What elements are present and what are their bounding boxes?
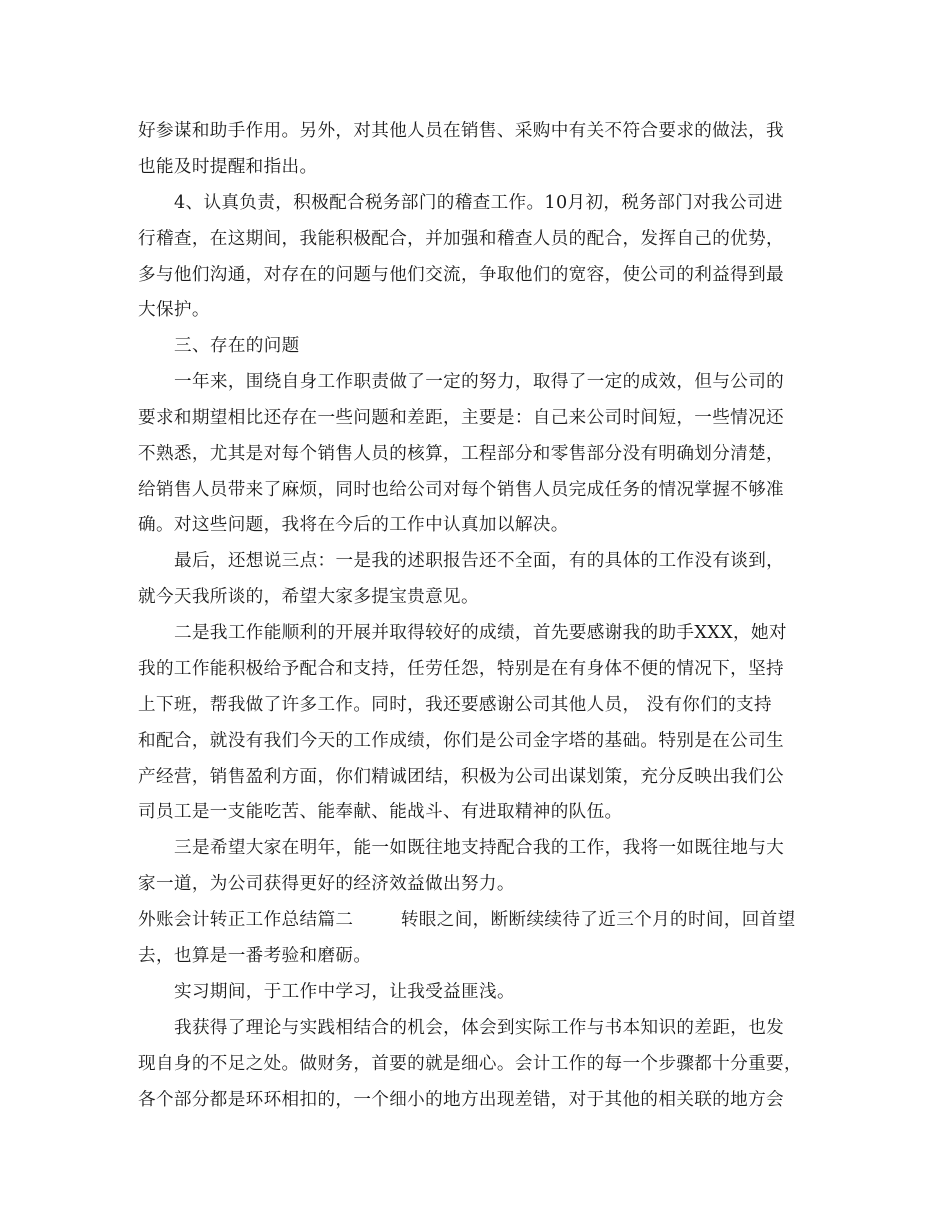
text-line: 也能及时提醒和指出。 (138, 157, 318, 177)
text-line: 好参谋和助手作用。另外，对其他人员在销售、采购中有关不符合要求的做法，我 (138, 121, 784, 141)
text-line: 要求和期望相比还存在一些问题和差距，主要是：自己来公司时间短，一些情况还 (138, 408, 784, 428)
text-line: 就今天我所谈的，希望大家多提宝贵意见。 (138, 587, 479, 607)
text-line: 现自身的不足之处。做财务，首要的就是细心。会计工作的每一个步骤都十分重要， (138, 1054, 802, 1074)
text-line: 三是希望大家在明年，能一如既往地支持配合我的工作，我将一如既往地与大 (174, 838, 785, 858)
text-line: 和配合，就没有我们今天的工作成绩，你们是公司金字塔的基础。特别是在公司生 (138, 731, 784, 751)
section-title-line: 外账会计转正工作总结篇二 转眼之间，断断续续待了近三个月的时间，回首望 (138, 910, 796, 930)
text-line: 不熟悉，尤其是对每个销售人员的核算，工程部分和零售部分没有明确划分清楚， (138, 444, 784, 464)
text-line: 家一道，为公司获得更好的经济效益做出努力。 (138, 874, 515, 894)
text-line: 大保护。 (138, 300, 210, 320)
text-line: 实习期间，于工作中学习，让我受益匪浅。 (174, 982, 515, 1002)
text-line: 我的工作能积极给予配合和支持，任劳任怨，特别是在有身体不便的情况下，坚持 (138, 659, 784, 679)
text-line: 去，也算是一番考验和磨砺。 (138, 946, 372, 966)
text-line: 多与他们沟通，对存在的问题与他们交流，争取他们的宽容，使公司的利益得到最 (138, 265, 784, 285)
text-line: 给销售人员带来了麻烦，同时也给公司对每个销售人员完成任务的情况掌握不够准 (138, 480, 784, 500)
section-heading: 三、存在的问题 (174, 336, 300, 356)
text-line: 最后，还想说三点：一是我的述职报告还不全面，有的具体的工作没有谈到， (174, 551, 785, 571)
text-line: 各个部分都是环环相扣的，一个细小的地方出现差错，对于其他的相关联的地方会 (138, 1090, 784, 1110)
text-line: 上下班，帮我做了许多工作。同时，我还要感谢公司其他人员， 没有你们的支持 (138, 695, 772, 715)
text-line: 二是我工作能顺利的开展并取得较好的成绩，首先要感谢我的助手XXX，她对 (174, 623, 787, 643)
text-line: 我获得了理论与实践相结合的机会，体会到实际工作与书本知识的差距，也发 (174, 1018, 785, 1038)
text-line: 一年来，围绕自身工作职责做了一定的努力，取得了一定的成效，但与公司的 (174, 372, 785, 392)
text-line: 司员工是一支能吃苦、能奉献、能战斗、有进取精神的队伍。 (138, 802, 623, 822)
text-line: 确。对这些问题，我将在今后的工作中认真加以解决。 (138, 515, 569, 535)
text-line: 行稽查，在这期间，我能积极配合，并加强和稽查人员的配合，发挥自己的优势， (138, 229, 784, 249)
text-line: 产经营，销售盈利方面，你们精诚团结，积极为公司出谋划策，充分反映出我们公 (138, 767, 784, 787)
text-line: 4、认真负责，积极配合税务部门的稽查工作。10月初，税务部门对我公司进 (174, 193, 783, 213)
